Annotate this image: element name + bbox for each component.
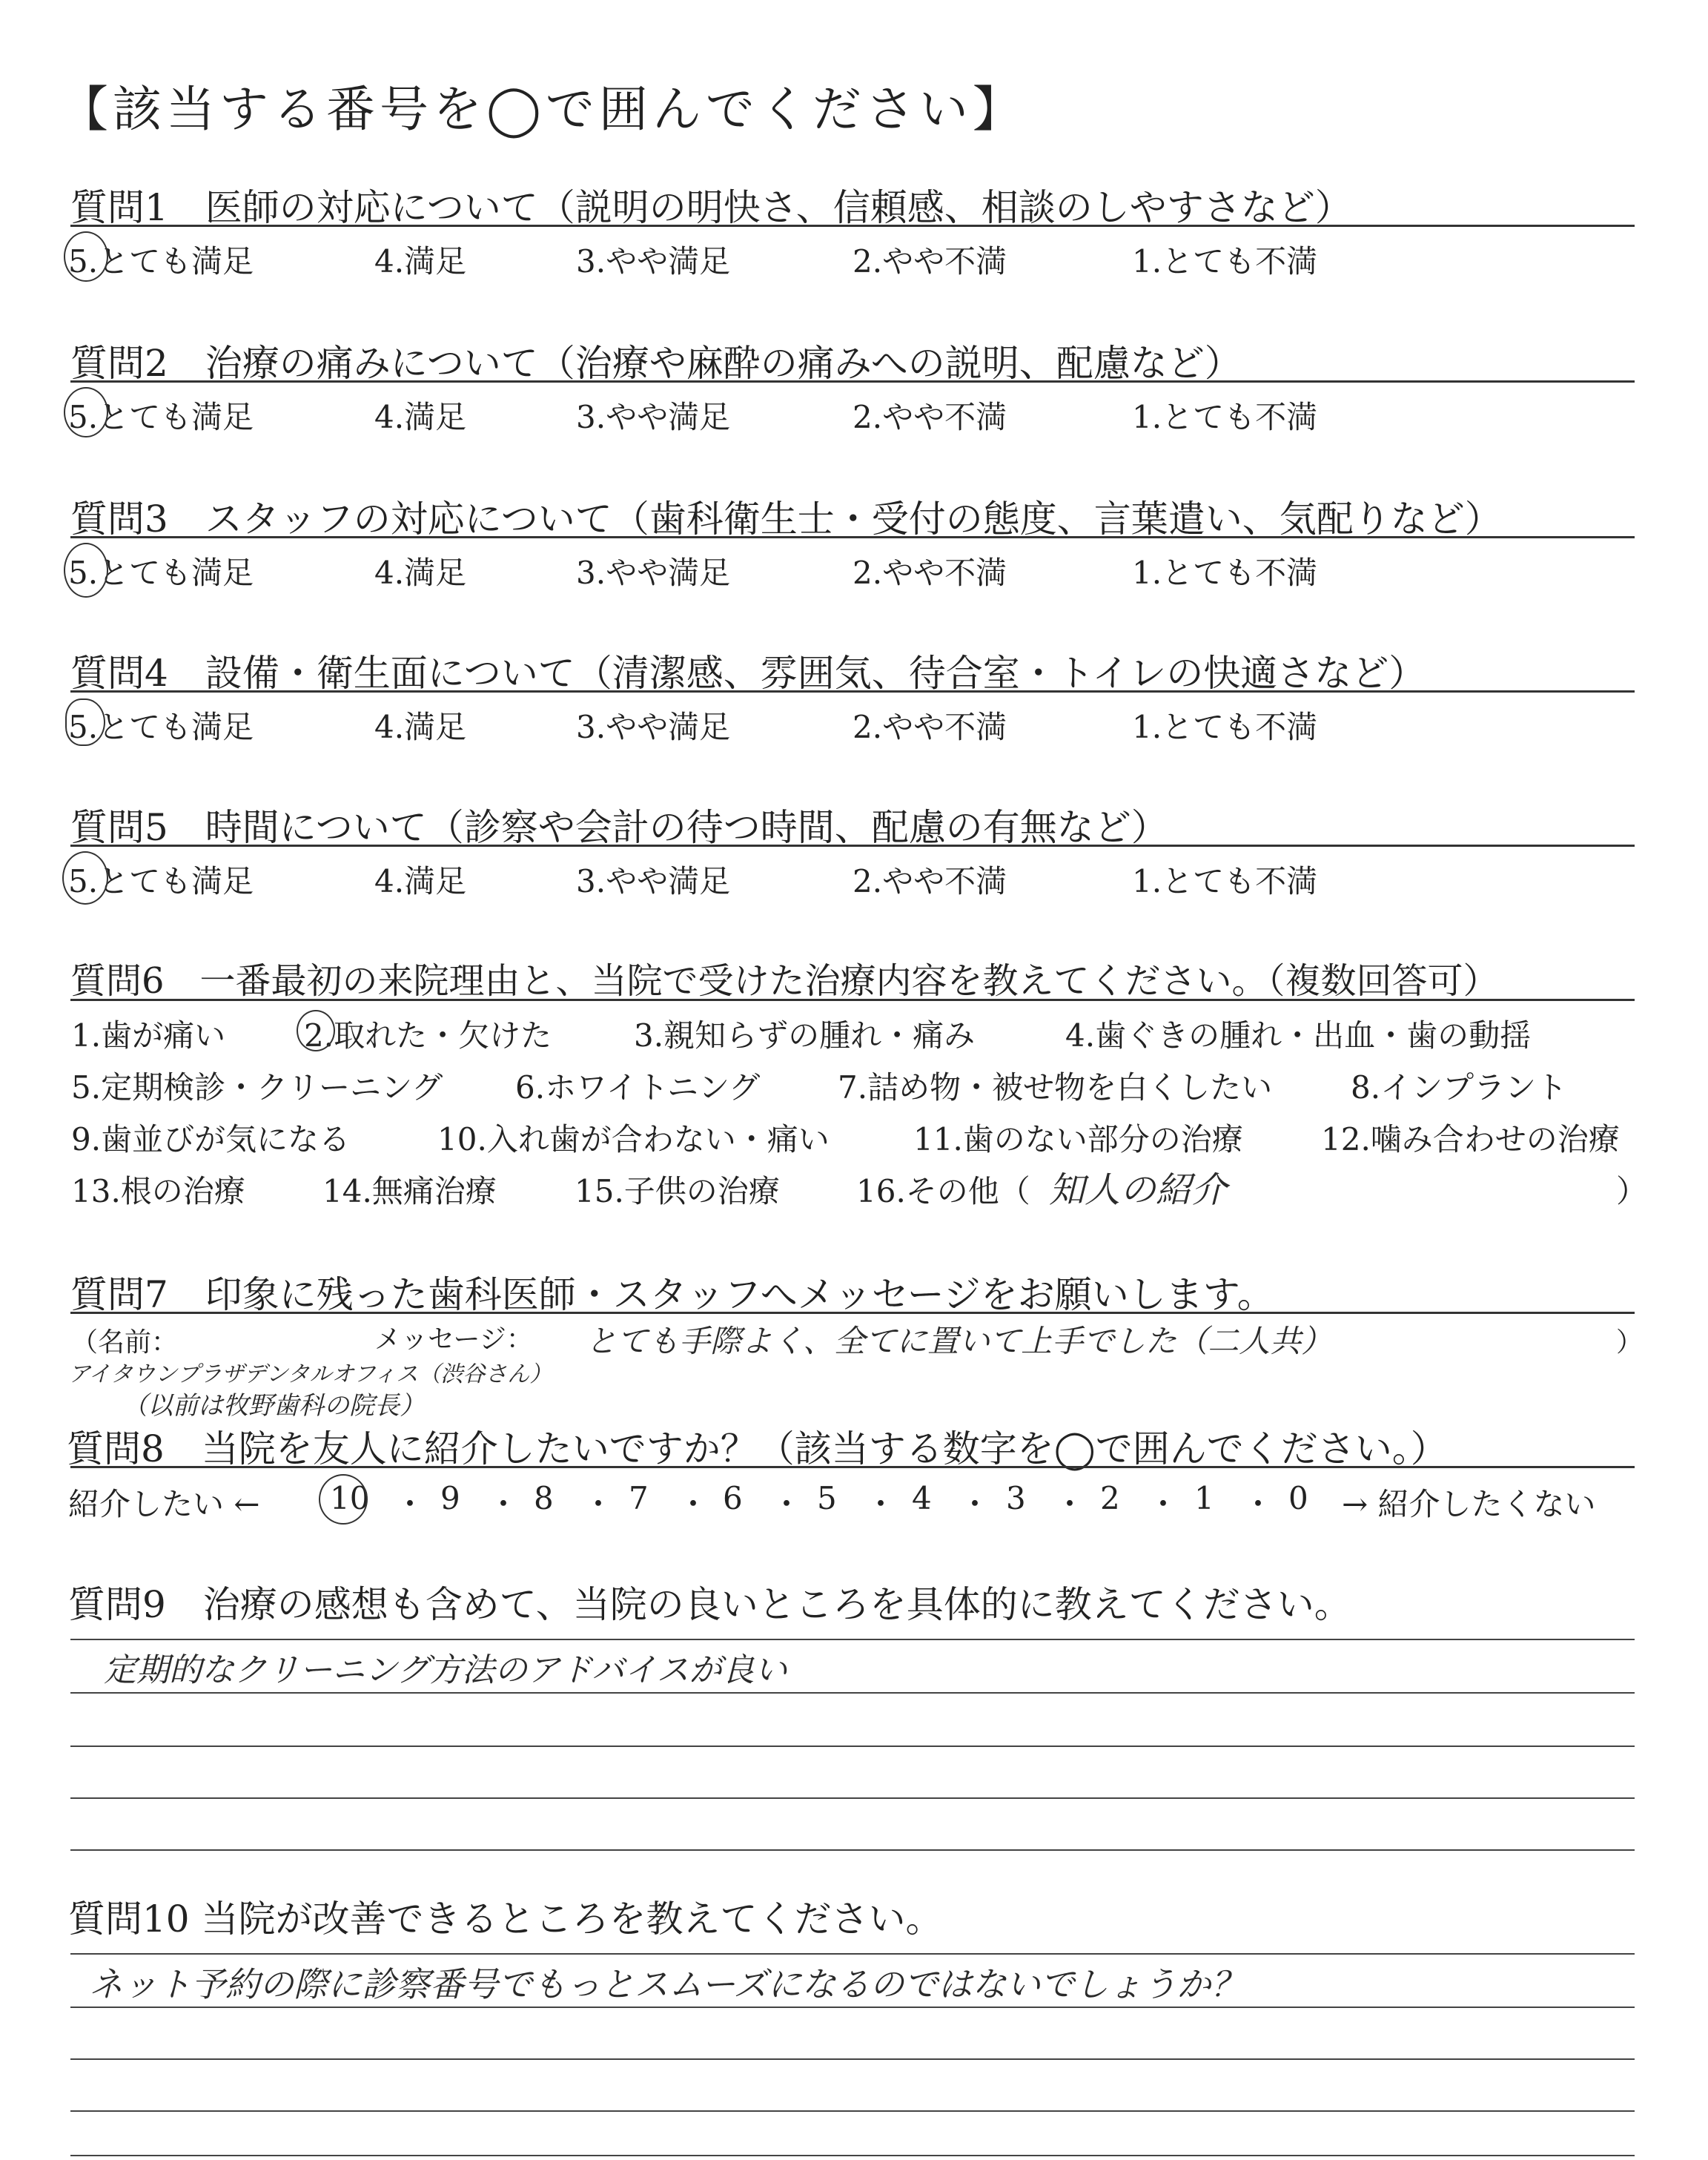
- question-3-option-3[interactable]: 3.やや満足: [576, 555, 731, 591]
- question-4-option-5[interactable]: 5.とても満足: [68, 709, 254, 745]
- question-4-option-1[interactable]: 1.とても不満: [1132, 709, 1318, 745]
- question-5-title: 質問5 時間について（診察や会計の待つ時間、配慮の有無など）: [70, 806, 1168, 849]
- question-5-option-1[interactable]: 1.とても不満: [1132, 863, 1318, 899]
- q6-selection-circle: [297, 1010, 335, 1051]
- question-7-rule: [70, 1312, 1635, 1314]
- q8-selection-circle: [319, 1474, 368, 1525]
- q7-name-label: （名前：: [71, 1327, 179, 1358]
- q9-line-2: [70, 1692, 1635, 1694]
- q8-right-label: → 紹介したくない: [1342, 1486, 1596, 1522]
- q6-option-3[interactable]: 3.親知らずの腫れ・痛み: [634, 1017, 976, 1054]
- q7-message-label: メッセージ：: [374, 1324, 533, 1355]
- question-8-rule: [70, 1466, 1635, 1468]
- q10-line-3: [70, 2058, 1635, 2060]
- q8-scale-0[interactable]: 0: [1288, 1480, 1308, 1516]
- q8-left-label: 紹介したい ←: [68, 1486, 260, 1522]
- q8-scale-2[interactable]: 2: [1100, 1480, 1120, 1516]
- q6-option-2[interactable]: 2.取れた・欠けた: [304, 1017, 552, 1054]
- question-5-option-5[interactable]: 5.とても満足: [68, 863, 254, 899]
- question-4-option-2[interactable]: 2.やや不満: [853, 709, 1007, 745]
- q7-name-answer-line1: アイタウンプラザデンタルオフィス（渋谷さん）: [68, 1361, 552, 1387]
- question-1-selection-circle: [64, 231, 108, 282]
- question-3-option-2[interactable]: 2.やや不満: [853, 555, 1007, 591]
- question-8-title: 質問8 当院を友人に紹介したいですか？（該当する数字を◯で囲んでください。）: [67, 1427, 1448, 1470]
- question-5-selection-circle: [62, 851, 108, 905]
- question-9-title: 質問9 治療の感想も含めて、当院の良いところを具体的に教えてください。: [68, 1583, 1351, 1626]
- question-6-rule: [70, 999, 1635, 1001]
- q6-option-10[interactable]: 10.入れ歯が合わない・痛い: [437, 1121, 830, 1157]
- question-1-option-4[interactable]: 4.満足: [374, 243, 467, 280]
- q6-option-1[interactable]: 1.歯が痛い: [71, 1017, 226, 1054]
- q6-option-14[interactable]: 14.無痛治療: [322, 1173, 497, 1209]
- q8-dot-8: ・: [1054, 1486, 1086, 1522]
- question-1-option-2[interactable]: 2.やや不満: [853, 243, 1007, 280]
- q7-name-answer-line2: （以前は牧野歯科の院長）: [122, 1391, 425, 1421]
- q8-dot-4: ・: [678, 1486, 709, 1522]
- question-3-option-5[interactable]: 5.とても満足: [68, 555, 254, 591]
- q8-dot-1: ・: [394, 1486, 426, 1522]
- question-5-option-4[interactable]: 4.満足: [374, 863, 467, 899]
- q8-dot-3: ・: [583, 1486, 615, 1522]
- q8-dot-5: ・: [771, 1486, 803, 1522]
- question-2-selection-circle: [64, 387, 108, 437]
- question-2-option-1[interactable]: 1.とても不満: [1132, 399, 1318, 435]
- question-3-rule: [70, 536, 1635, 538]
- q8-scale-4[interactable]: 4: [912, 1480, 932, 1516]
- q9-answer: 定期的なクリーニング方法のアドバイスが良い: [104, 1651, 787, 1689]
- q8-scale-9[interactable]: 9: [440, 1480, 460, 1516]
- question-3-option-1[interactable]: 1.とても不満: [1132, 555, 1318, 591]
- q6-option-12[interactable]: 12.噛み合わせの治療: [1321, 1121, 1620, 1157]
- q8-scale-7[interactable]: 7: [629, 1480, 649, 1516]
- question-4-option-3[interactable]: 3.やや満足: [576, 709, 731, 745]
- q8-scale-6[interactable]: 6: [723, 1480, 743, 1516]
- question-1-option-1[interactable]: 1.とても不満: [1132, 243, 1318, 280]
- question-7-title: 質問7 印象に残った歯科医師・スタッフへメッセージをお願いします。: [70, 1273, 1274, 1316]
- q6-option-6[interactable]: 6.ホワイトニング: [515, 1069, 761, 1106]
- question-10-title: 質問10 当院が改善できるところを教えてください。: [68, 1898, 943, 1941]
- question-4-selection-circle: [65, 698, 105, 746]
- question-1-option-5[interactable]: 5.とても満足: [68, 243, 254, 280]
- question-2-title: 質問2 治療の痛みについて（治療や麻酔の痛みへの説明、配慮など）: [70, 342, 1242, 385]
- q8-scale-10[interactable]: 10: [330, 1480, 370, 1516]
- form-header: 【該当する番号を◯で囲んでください】: [59, 81, 1026, 138]
- q10-line-1: [70, 1953, 1635, 1955]
- q8-scale-5[interactable]: 5: [817, 1480, 837, 1516]
- question-6-title: 質問6 一番最初の来院理由と、当院で受けた治療内容を教えてください。（複数回答可）: [70, 960, 1499, 1002]
- q10-line-5: [70, 2155, 1635, 2156]
- q8-scale-3[interactable]: 3: [1006, 1480, 1026, 1516]
- q9-line-5: [70, 1849, 1635, 1851]
- q6-option-5[interactable]: 5.定期検診・クリーニング: [71, 1069, 443, 1106]
- q10-answer: ネット予約の際に診察番号でもっとスムーズになるのではないでしょうか？: [89, 1964, 1245, 2004]
- question-3-selection-circle: [64, 543, 108, 598]
- q9-line-4: [70, 1797, 1635, 1799]
- question-2-option-2[interactable]: 2.やや不満: [853, 399, 1007, 435]
- q8-dot-6: ・: [865, 1486, 897, 1522]
- q10-line-4: [70, 2110, 1635, 2112]
- question-4-option-4[interactable]: 4.満足: [374, 709, 467, 745]
- q8-dot-2: ・: [488, 1486, 520, 1522]
- question-3-option-4[interactable]: 4.満足: [374, 555, 467, 591]
- q8-dot-10: ・: [1242, 1486, 1274, 1522]
- question-4-title: 質問4 設備・衛生面について（清潔感、雰囲気、待合室・トイレの快適さなど）: [70, 652, 1426, 695]
- q6-option-13[interactable]: 13.根の治療: [71, 1173, 245, 1209]
- question-1-title: 質問1 医師の対応について（説明の明快さ、信頼感、相談のしやすさなど）: [70, 186, 1352, 229]
- q8-scale-8[interactable]: 8: [534, 1480, 554, 1516]
- question-2-option-5[interactable]: 5.とても満足: [68, 399, 254, 435]
- q6-option-9[interactable]: 9.歯並びが気になる: [71, 1121, 351, 1157]
- q8-scale-1[interactable]: 1: [1194, 1480, 1214, 1516]
- q6-option-8[interactable]: 8.インプラント: [1351, 1069, 1568, 1106]
- question-1-option-3[interactable]: 3.やや満足: [576, 243, 731, 280]
- question-5-option-3[interactable]: 3.やや満足: [576, 863, 731, 899]
- q10-line-2: [70, 2007, 1635, 2008]
- question-2-option-4[interactable]: 4.満足: [374, 399, 467, 435]
- q6-option-4[interactable]: 4.歯ぐきの腫れ・出血・歯の動揺: [1065, 1017, 1532, 1054]
- question-4-rule: [70, 690, 1635, 693]
- question-5-rule: [70, 845, 1635, 847]
- q8-dot-7: ・: [959, 1486, 991, 1522]
- q6-option-11[interactable]: 11.歯のない部分の治療: [913, 1121, 1243, 1157]
- q6-close-paren: ）: [1616, 1173, 1648, 1209]
- question-5-option-2[interactable]: 2.やや不満: [853, 863, 1007, 899]
- question-2-option-3[interactable]: 3.やや満足: [576, 399, 731, 435]
- q6-other-answer: 知人の紹介: [1049, 1169, 1228, 1211]
- q7-close-paren: ）: [1616, 1327, 1644, 1358]
- q6-option-16[interactable]: 16.その他（: [856, 1173, 1030, 1209]
- q7-message-answer: とても手際よく、全てに置いて上手でした（二人共）: [586, 1323, 1333, 1359]
- question-1-rule: [70, 225, 1635, 227]
- q9-line-1: [70, 1639, 1635, 1640]
- q9-line-3: [70, 1745, 1635, 1747]
- q6-option-7[interactable]: 7.詰め物・被せ物を白くしたい: [838, 1069, 1273, 1106]
- question-2-rule: [70, 380, 1635, 383]
- question-3-title: 質問3 スタッフの対応について（歯科衛生士・受付の態度、言葉遣い、気配りなど）: [70, 498, 1502, 541]
- q6-option-15[interactable]: 15.子供の治療: [575, 1173, 780, 1209]
- q8-dot-9: ・: [1148, 1486, 1179, 1522]
